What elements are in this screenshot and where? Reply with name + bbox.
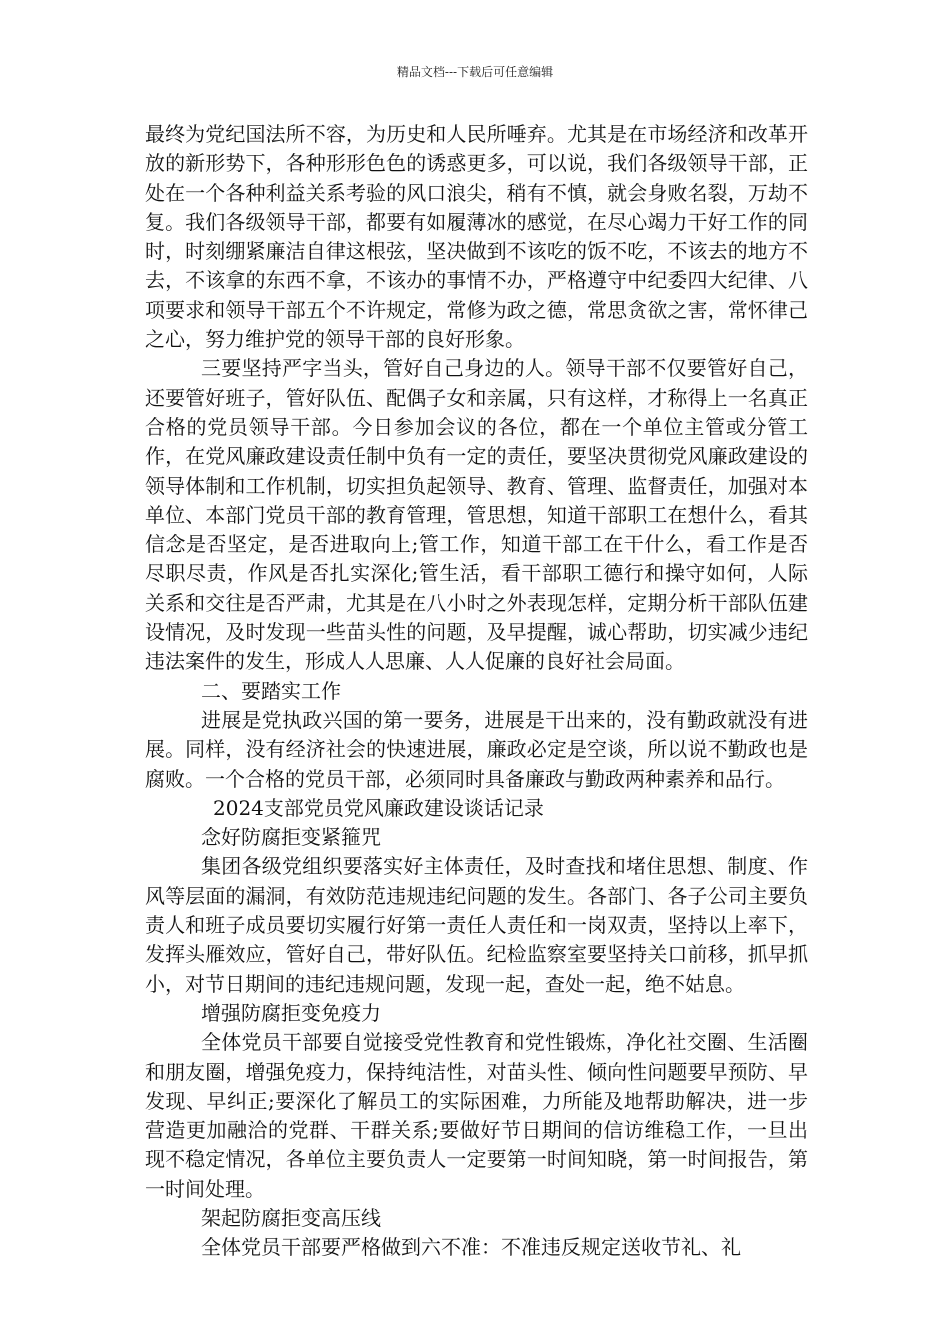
- paragraph: 最终为党纪国法所不容，为历史和人民所唾弃。尤其是在市场经济和改革开放的新形势下，各种形形色色的诱惑更多，可以说，我们各级领导干部，正处在一个各种利益关系考验的风口浪尖，稍有不慎，就会身败名裂，万劫不复。我们各级领导干部，都要有如履薄冰的感觉，在尽心竭力干好工作的同时，时刻绷紧廉洁自律这根弦，坚决做到不该吃的饭不吃，不该去的地方不去，不该拿的东西不拿，不该办的事情不办，严格遵守中纪委四大纪律、八项要求和领导干部五个不许规定，常修为政之德，常思贪欲之害，常怀律己之心，努力维护党的领导干部的良好形象。: [145, 122, 808, 352]
- document-body: [145, 120, 808, 1263]
- section-heading: 架起防腐拒变高压线: [201, 1205, 381, 1230]
- paragraph: 集团各级党组织要落实好主体责任，及时查找和堵住思想、制度、作风等层面的漏洞，有效防范违规违纪问题的发生。各部门、各子公司主要负责人和班子成员要切实履行好第一责任人责任和一岗双责，坚持以上率下，发挥头雁效应，管好自己，带好队伍。纪检监察室要坚持关口前移，抓早抓小，对节日期间的违纪违规问题，发现一起，查处一起，绝不姑息。: [145, 854, 808, 996]
- section-heading: 念好防腐拒变紧箍咒: [201, 825, 381, 850]
- section-heading: 增强防腐拒变免疫力: [201, 1000, 381, 1025]
- document-title: 2024支部党员党风廉政建设谈话记录: [213, 795, 544, 820]
- paragraph: 三要坚持严字当头，管好自己身边的人。领导干部不仅要管好自己，还要管好班子，管好队伍、配偶子女和亲属，只有这样，才称得上一名真正合格的党员领导干部。今日参加会议的各位，都在一个单位主管或分管工作，在党风廉政建设责任制中负有一定的责任，要坚决贯彻党风廉政建设的领导体制和工作机制，切实担负起领导、教育、管理、监督责任，加强对本单位、本部门党员干部的教育管理，管思想，知道干部职工在想什么，看其信念是否坚定，是否进取向上;管工作，知道干部工在干什么，看工作是否尽职尽责，作风是否扎实深化;管生活，看干部职工德行和操守如何，人际关系和交往是否严肃，尤其是在八小时之外表现怎样，定期分析干部队伍建设情况，及时发现一些苗头性的问题，及早提醒，诚心帮助，切实减少违纪违法案件的发生，形成人人思廉、人人促廉的良好社会局面。: [145, 356, 808, 674]
- section-heading: 二、要踏实工作: [201, 678, 341, 703]
- page-header: 精品文档---下载后可任意编辑: [396, 65, 554, 79]
- paragraph: 全体党员干部要自觉接受党性教育和党性锻炼，净化社交圈、生活圈和朋友圈，增强免疫力，保持纯洁性，对苗头性、倾向性问题要早预防、早发现、早纠正;要深化了解员工的实际困难，力所能及地帮助解决，进一步营造更加融洽的党群、干群关系;要做好节日期间的信访维稳工作，一旦出现不稳定情况，各单位主要负责人一定要第一时间知晓，第一时间报告，第一时间处理。: [145, 1030, 808, 1201]
- paragraph: 进展是党执政兴国的第一要务，进展是干出来的，没有勤政就没有进展。同样，没有经济社会的快速进展，廉政必定是空谈，所以说不勤政也是腐败。一个合格的党员干部，必须同时具备廉政与勤政两种素养和品行。: [145, 707, 808, 791]
- paragraph: 全体党员干部要严格做到六不准：不准违反规定送收节礼、礼: [201, 1235, 741, 1260]
